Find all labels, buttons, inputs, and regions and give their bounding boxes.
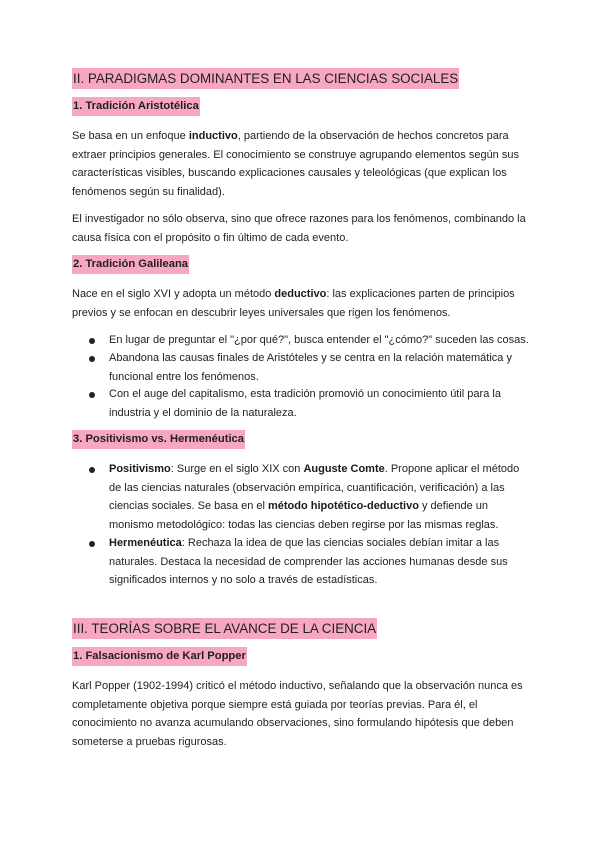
bold-term-hypothetico-deductive: método hipotético-deductivo: [267, 500, 419, 513]
galilean-bullet-1: En lugar de preguntar el "¿por qué?", busca entender el "¿cómo?" suceden las cosas.: [109, 334, 529, 346]
galilean-bullet-3: Con el auge del capitalismo, esta tradición promovió un conocimiento útil para la industria y el dominio de la naturaleza.: [109, 388, 501, 419]
galilean-paragraph-1: [72, 285, 530, 322]
section-3-heading: III. TEORÍAS SOBRE EL AVANCE DE LA CIENCIA: [72, 618, 377, 639]
subsection-positivism-heading: 3. Positivismo vs. Hermenéutica: [72, 430, 245, 449]
text-run: : las explicaciones parten de principios previos y se enfocan en descubrir leyes universales que rigen los fenómenos.: [72, 288, 515, 319]
text-run: . Propone aplicar el método de las ciencias naturales (observación empírica, cuantificación, verificación) a las ciencias sociales. Se basa en el: [109, 463, 520, 513]
galilean-bullet-2: Abandona las causas finales de Aristóteles y se centra en la relación matemática y funcional entre los fenómenos.: [109, 352, 512, 383]
popper-paragraph-1: Karl Popper (1902-1994) criticó el método inductivo, señalando que la observación nunca es completamente objetiva porque siempre está guiada por teorías previas. Para él, el conocimiento no avanza acumulando observaciones, sino formulando hipótesis que deben someterse a pruebas rigurosas.: [72, 680, 523, 748]
text-run: y defiende un monismo metodológico: todas las ciencias deben regirse por las mismas reglas.: [109, 500, 499, 531]
text-run: Nace en el siglo XVI y adopta un método: [72, 288, 275, 300]
bold-term-deductivo: deductivo: [274, 288, 327, 300]
positivism-bullet: [109, 460, 529, 534]
bullet-icon: [89, 467, 95, 473]
subsection-galilean-heading: 2. Tradición Galileana: [72, 255, 189, 274]
aristotelian-paragraph-2: El investigador no sólo observa, sino que ofrece razones para los fenómenos, combinando la causa física con el propósito o fin último de cada evento.: [72, 213, 526, 244]
hermeneutics-bullet: [109, 534, 529, 590]
subsection-popper-heading: 1. Falsacionismo de Karl Popper: [72, 647, 247, 666]
bold-term-auguste-comte: Auguste Comte: [303, 463, 385, 475]
bullet-icon: [89, 356, 95, 362]
bold-term-positivismo: Positivismo: [109, 463, 171, 475]
text-run: : Surge en el siglo XIX con: [170, 463, 304, 475]
aristotelian-paragraph-1: [72, 127, 530, 201]
subsection-aristotelian-heading: 1. Tradición Aristotélica: [72, 97, 200, 116]
bullet-icon: [89, 392, 95, 398]
section-2-heading: II. PARADIGMAS DOMINANTES EN LAS CIENCIAS SOCIALES: [72, 68, 459, 89]
bullet-icon: [89, 338, 95, 344]
text-run: , partiendo de la observación de hechos concretos para extraer principios generales. El conocimiento se construye agrupando elementos según sus características visibles, buscando explicaciones causales y teleológicas (que explican los fenómenos según su finalidad).: [72, 130, 519, 198]
bold-term-hermeneutica: Hermenéutica: [109, 537, 182, 549]
bold-term-inductivo: inductivo: [188, 130, 238, 142]
text-run: : Rechaza la idea de que las ciencias sociales debían imitar a las naturales. Destaca la necesidad de comprender las acciones humanas desde sus significados internos y no solo a través de estadísticas.: [109, 537, 508, 587]
text-run: Se basa en un enfoque: [72, 130, 189, 142]
bullet-icon: [89, 541, 95, 547]
